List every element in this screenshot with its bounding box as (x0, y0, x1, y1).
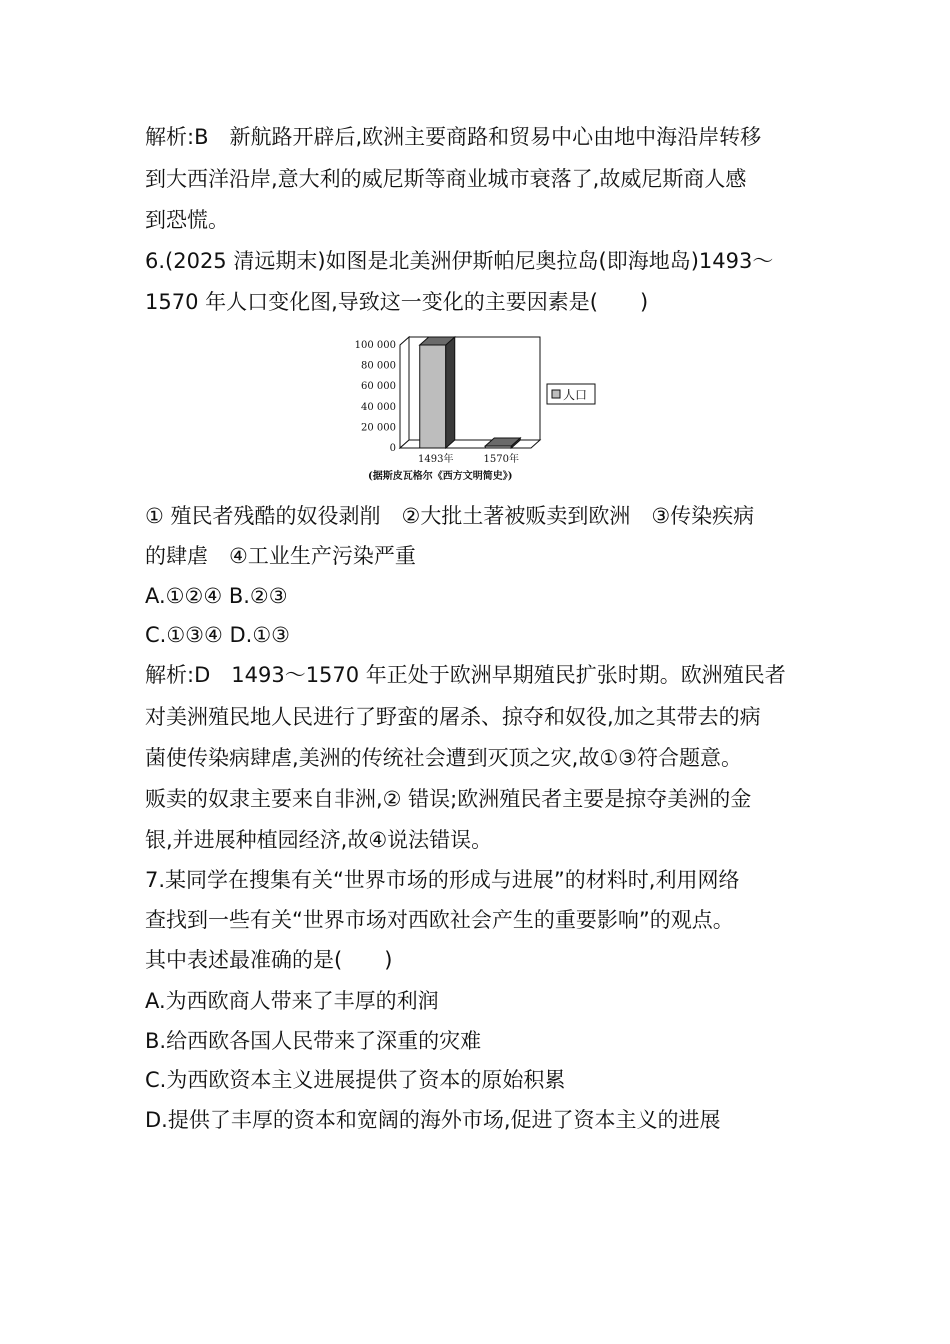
q7-stem-line-3: 其中表述最准确的是( ) (145, 948, 393, 972)
chart-x-ticks (418, 452, 519, 465)
q6-explanation-line-3: 菌使传染病肆虐,美洲的传统社会遭到灭顶之灾,故①③符合题意。 (145, 746, 743, 770)
q6-choice-line-cd: C.①③④ D.①③ (145, 623, 290, 647)
legend-label: 人口 (563, 388, 588, 402)
legend-swatch (552, 390, 560, 398)
q5-explanation-line-1: 解析:B 新航路开辟后,欧洲主要商路和贸易中心由地中海沿岸转移 (145, 125, 762, 149)
q6-choice-line-ab: A.①②④ B.②③ (145, 584, 288, 608)
bar-front (420, 345, 446, 448)
q7-stem-line-1: 7.某同学在搜集有关“世界市场的形成与进展”的材料时,利用网络 (145, 868, 740, 892)
q6-explanation-line-4: 贩卖的奴隶主要来自非洲,② 错误;欧洲殖民者主要是掠夺美洲的金 (145, 787, 752, 811)
population-chart-svg (340, 326, 630, 486)
y-tick-label: 0 (389, 443, 396, 454)
chart-source: (据斯皮瓦格尔《西方文明简史》) (368, 471, 513, 482)
q7-choice-b: B.给西欧各国人民带来了深重的灾难 (145, 1029, 482, 1053)
chart-legend (547, 384, 595, 404)
q6-explanation-line-5: 银,并进展种植园经济,故④说法错误。 (145, 828, 493, 852)
population-chart (340, 326, 630, 486)
q5-explanation-line-2: 到大西洋沿岸,意大利的威尼斯等商业城市衰落了,故威尼斯商人感 (145, 167, 747, 191)
q7-choice-d: D.提供了丰厚的资本和宽阔的海外市场,促进了资本主义的进展 (145, 1108, 721, 1132)
x-tick-label: 1570年 (483, 454, 519, 465)
q7-choice-a: A.为西欧商人带来了丰厚的利润 (145, 989, 439, 1013)
y-tick-label: 60 000 (361, 381, 396, 393)
y-tick-label: 20 000 (361, 422, 396, 434)
chart-side-wall (400, 337, 409, 448)
q6-explanation-line-1: 解析:D 1493～1570 年正处于欧洲早期殖民扩张时期。欧洲殖民者 (145, 663, 786, 687)
bar-side (446, 337, 455, 448)
q7-stem-line-2: 查找到一些有关“世界市场对西欧社会产生的重要影响”的观点。 (145, 908, 734, 932)
q6-options-line-2: 的肆虐 ④工业生产污染严重 (145, 544, 416, 568)
q5-explanation-line-3: 到恐慌。 (145, 208, 229, 232)
q6-stem-line-2: 1570 年人口变化图,导致这一变化的主要因素是( ) (145, 290, 649, 314)
y-tick-label: 40 000 (361, 401, 396, 413)
q6-explanation-line-2: 对美洲殖民地人民进行了野蛮的屠杀、掠夺和奴役,加之其带去的病 (145, 705, 761, 729)
y-tick-label: 100 000 (354, 340, 396, 351)
q6-options-line-1: ① 殖民者残酷的奴役剥削 ②大批土著被贩卖到欧洲 ③传染疾病 (145, 504, 755, 528)
chart-y-ticks (355, 340, 396, 454)
y-tick-label: 80 000 (361, 360, 396, 372)
q7-choice-c: C.为西欧资本主义进展提供了资本的原始积累 (145, 1068, 566, 1092)
q6-stem-line-1: 6.(2025 清远期末)如图是北美洲伊斯帕尼奥拉岛(即海地岛)1493～ (145, 249, 774, 273)
x-tick-label: 1493年 (418, 454, 454, 465)
